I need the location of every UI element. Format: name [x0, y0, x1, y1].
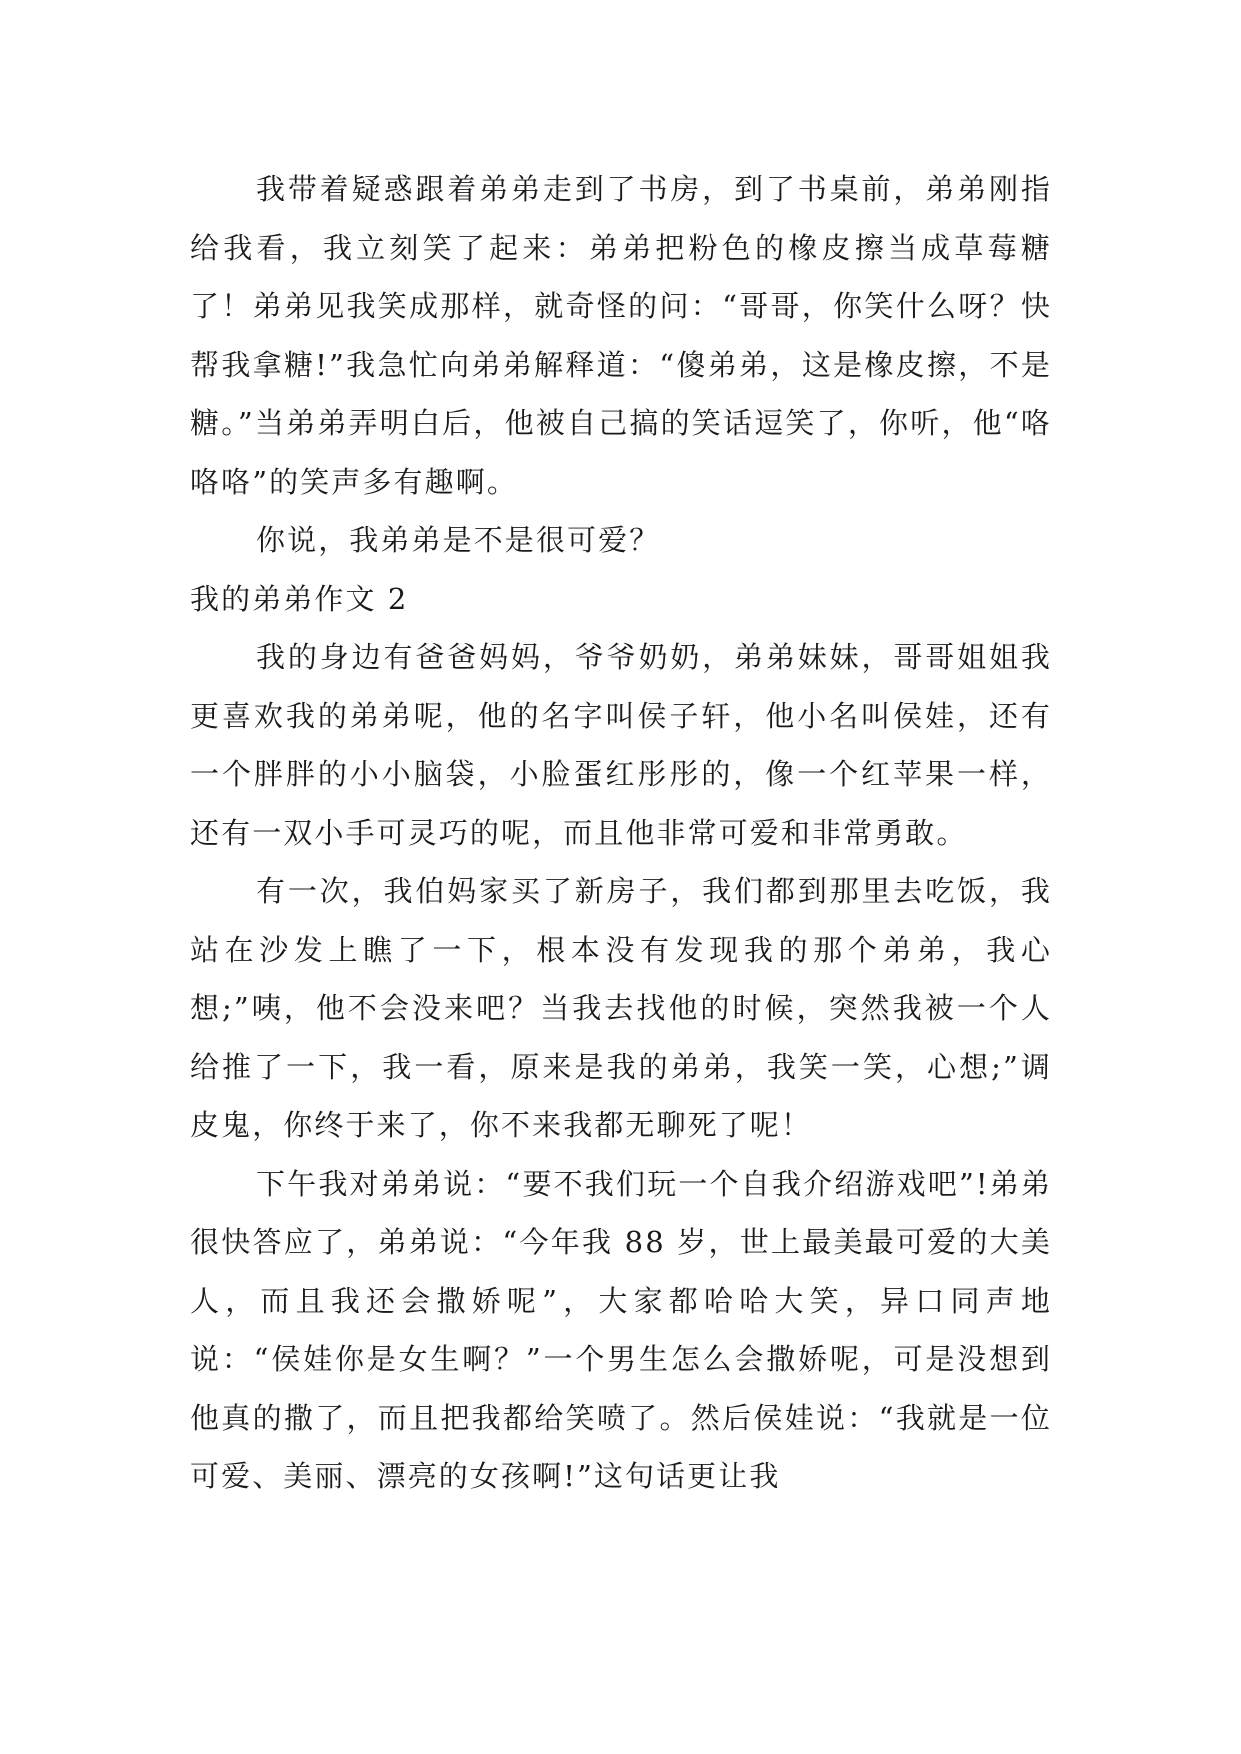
paragraph-question: 你说，我弟弟是不是很可爱？ [256, 523, 661, 557]
paragraph-family: 我的身边有爸爸妈妈，爷爷奶奶，弟弟妹妹，哥哥姐姐我更喜欢我的弟弟呢，他的名字叫侯子轩，他小名叫侯娃，还有一个胖胖的小小脑袋，小脸蛋红彤彤的，像一个红苹果一样，还有一双小手可灵巧的呢，而且他非常可爱和非常勇敢。 [190, 640, 1052, 850]
section-heading: 我的弟弟作文 2 [190, 581, 409, 616]
paragraph-new-house: 有一次，我伯妈家买了新房子，我们都到那里去吃饭，我站在沙发上瞧了一下，根本没有发现我的那个弟弟，我心想;”咦，他不会没来吧？当我去找他的时候，突然我被一个人给推了一下，我一看，原来是我的弟弟，我笑一笑，心想;”调皮鬼，你终于来了，你不来我都无聊死了呢！ [190, 874, 1052, 1142]
paragraph-bookroom: 我带着疑惑跟着弟弟走到了书房，到了书桌前，弟弟刚指给我看，我立刻笑了起来：弟弟把粉色的橡皮擦当成草莓糖了！弟弟见我笑成那样，就奇怪的问：“哥哥，你笑什么呀？快帮我拿糖!”我急忙向弟弟解释道：“傻弟弟，这是橡皮擦，不是糖。”当弟弟弄明白后，他被自己搞的笑话逗笑了，你听，他“咯咯咯”的笑声多有趣啊。 [190, 172, 1052, 499]
paragraph-game: 下午我对弟弟说：“要不我们玩一个自我介绍游戏吧”!弟弟很快答应了，弟弟说：“今年我 88 岁，世上最美最可爱的大美人，而且我还会撒娇呢”，大家都哈哈大笑，异口同声地说：“侯娃你是女生啊？”一个男生怎么会撒娇呢，可是没想到他真的撒了，而且把我都给笑喷了。然后侯娃说：“我就是一位可爱、美丽、漂亮的女孩啊!”这句话更让我 [190, 1166, 1052, 1493]
document-body [190, 160, 1052, 1506]
